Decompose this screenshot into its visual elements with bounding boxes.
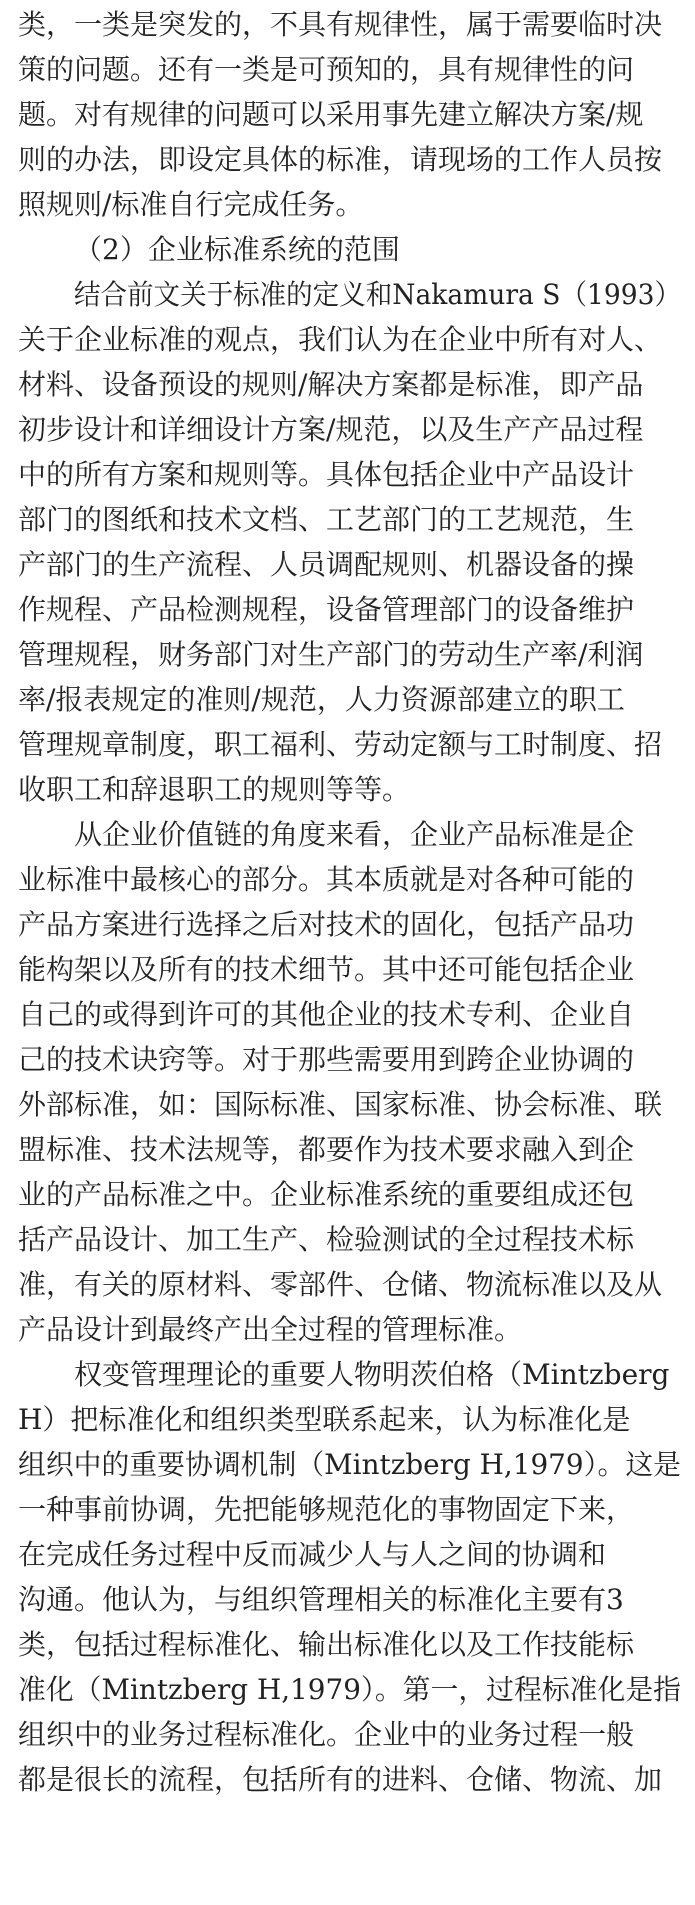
- text-line: 产品方案进行选择之后对技术的固化，包括产品功: [18, 908, 635, 941]
- text-line: 自己的或得到许可的其他企业的技术专利、企业自: [18, 998, 635, 1031]
- text-line: 材料、设备预设的规则/解决方案都是标准，即产品: [18, 368, 644, 401]
- text-line: 照规则/标准自行完成任务。: [18, 188, 364, 221]
- text-line: 中的所有方案和规则等。具体包括企业中产品设计: [18, 458, 635, 491]
- text-line: 准化（Mintzberg H,1979）。第一，过程标准化是指: [18, 1673, 681, 1706]
- text-line: 类，包括过程标准化、输出标准化以及工作技能标: [18, 1628, 635, 1661]
- text-line: H）把标准化和组织类型联系起来，认为标准化是: [18, 1403, 631, 1436]
- text-line: 产部门的生产流程、人员调配规则、机器设备的操: [18, 548, 635, 581]
- text-line: 部门的图纸和技术文档、工艺部门的工艺规范，生: [18, 503, 635, 536]
- text-line: 类，一类是突发的，不具有规律性，属于需要临时决: [18, 8, 663, 41]
- text-line: 业的产品标准之中。企业标准系统的重要组成还包: [18, 1178, 635, 1211]
- text-line: 一种事前协调，先把能够规范化的事物固定下来，: [18, 1493, 635, 1526]
- text-line: 关于企业标准的观点，我们认为在企业中所有对人、: [18, 323, 663, 356]
- text-line: 题。对有规律的问题可以采用事先建立解决方案/规: [18, 98, 644, 131]
- text-line: 权变管理理论的重要人物明茨伯格（Mintzberg: [74, 1358, 670, 1391]
- text-line: 策的问题。还有一类是可预知的，具有规律性的问: [18, 53, 635, 86]
- text-line: 组织中的业务过程标准化。企业中的业务过程一般: [18, 1718, 635, 1751]
- text-line: 结合前文关于标准的定义和Nakamura S（1993）: [74, 278, 681, 311]
- text-line: 能构架以及所有的技术细节。其中还可能包括企业: [18, 953, 635, 986]
- text-line: 己的技术诀窍等。对于那些需要用到跨企业协调的: [18, 1043, 635, 1076]
- text-line: 收职工和辞退职工的规则等等。: [18, 773, 411, 806]
- body-text: [18, 2, 681, 1802]
- text-line: 率/报表规定的准则/规范，人力资源部建立的职工: [18, 683, 625, 716]
- text-line: 都是很长的流程，包括所有的进料、仓储、物流、加: [18, 1763, 663, 1796]
- text-line: 初步设计和详细设计方案/规范，以及生产产品过程: [18, 413, 644, 446]
- text-line: 从企业价值链的角度来看，企业产品标准是企: [74, 818, 635, 851]
- text-line: 沟通。他认为，与组织管理相关的标准化主要有3: [18, 1583, 624, 1616]
- text-line: 管理规章制度，职工福利、劳动定额与工时制度、招: [18, 728, 663, 761]
- text-line: 盟标准、技术法规等，都要作为技术要求融入到企: [18, 1133, 635, 1166]
- text-line: 准，有关的原材料、零部件、仓储、物流标准以及从: [18, 1268, 663, 1301]
- text-line: 作规程、产品检测规程，设备管理部门的设备维护: [18, 593, 635, 626]
- text-line: 括产品设计、加工生产、检验测试的全过程技术标: [18, 1223, 635, 1256]
- text-line: 在完成任务过程中反而减少人与人之间的协调和: [18, 1538, 607, 1571]
- text-line: 外部标准，如：国际标准、国家标准、协会标准、联: [18, 1088, 663, 1121]
- text-line: 产品设计到最终产出全过程的管理标准。: [18, 1313, 523, 1346]
- text-line: 则的办法，即设定具体的标准，请现场的工作人员按: [18, 143, 663, 176]
- text-line: 管理规程，财务部门对生产部门的劳动生产率/利润: [18, 638, 644, 671]
- text-line: 组织中的重要协调机制（Mintzberg H,1979）。这是: [18, 1448, 681, 1481]
- text-line: 业标准中最核心的部分。其本质就是对各种可能的: [18, 863, 635, 896]
- text-line: （2）企业标准系统的范围: [74, 233, 400, 266]
